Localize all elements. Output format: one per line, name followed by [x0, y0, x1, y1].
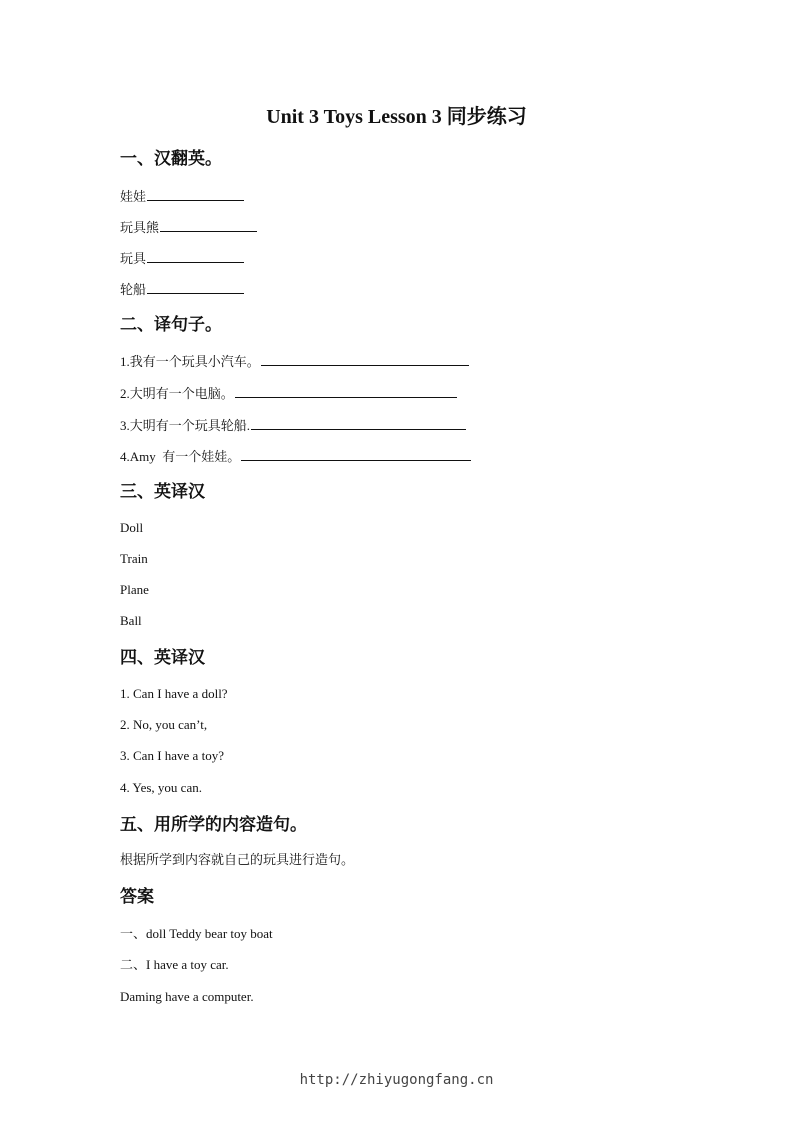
item-label: 娃娃	[120, 189, 147, 204]
section-4-heading: 四、英译汉	[120, 648, 205, 668]
section-2-item-4	[120, 447, 471, 466]
section-2-item-1	[120, 352, 469, 371]
answer-blank	[261, 352, 469, 366]
footer-url: http://zhiyugongfang.cn	[299, 1072, 494, 1088]
answer-blank	[235, 384, 457, 398]
section-3-item-2: Train	[120, 551, 148, 566]
section-3-item-1: Doll	[120, 520, 144, 535]
answer-blank	[147, 280, 244, 294]
answer-line-3: Daming have a computer.	[120, 989, 254, 1004]
answer-blank	[251, 416, 466, 430]
answer-blank	[147, 187, 244, 201]
section-4-item-3: 3. Can I have a toy?	[120, 748, 224, 763]
section-1-item-3	[120, 249, 244, 268]
item-label: 2.大明有一个电脑。	[120, 386, 234, 401]
section-1-heading: 一、汉翻英。	[120, 149, 222, 169]
answer-line-2: 二、I have a toy car.	[120, 957, 229, 972]
section-5-heading: 五、用所学的内容造句。	[120, 815, 307, 835]
section-3-item-3: Plane	[120, 582, 149, 597]
section-2-item-3	[120, 416, 466, 435]
answer-line-1: 一、doll Teddy bear toy boat	[120, 926, 273, 941]
section-4-item-4: 4. Yes, you can.	[120, 780, 202, 795]
section-3-heading: 三、英译汉	[120, 482, 205, 502]
section-4-item-1: 1. Can I have a doll?	[120, 686, 228, 701]
answer-blank	[160, 218, 257, 232]
section-2-heading: 二、译句子。	[120, 315, 222, 335]
section-2-item-2	[120, 384, 457, 403]
section-1-item-1	[120, 187, 244, 206]
answer-blank	[241, 447, 471, 461]
item-label: 玩具熊	[120, 220, 160, 235]
section-3-item-4: Ball	[120, 613, 142, 628]
page-title: Unit 3 Toys Lesson 3 同步练习	[266, 106, 527, 128]
answer-blank	[147, 249, 244, 263]
section-1-item-2	[120, 218, 257, 237]
item-label: 玩具	[120, 251, 147, 266]
item-label: 1.我有一个玩具小汽车。	[120, 354, 260, 369]
item-label: 3.大明有一个玩具轮船.	[120, 418, 251, 433]
section-5-item-1: 根据所学到内容就自己的玩具进行造句。	[120, 852, 355, 867]
section-1-item-4	[120, 280, 244, 299]
item-label: 轮船	[120, 282, 147, 297]
answers-heading: 答案	[120, 887, 154, 907]
section-4-item-2: 2. No, you can’t,	[120, 717, 208, 732]
item-label: 4.Amy 有一个娃娃。	[120, 449, 241, 464]
